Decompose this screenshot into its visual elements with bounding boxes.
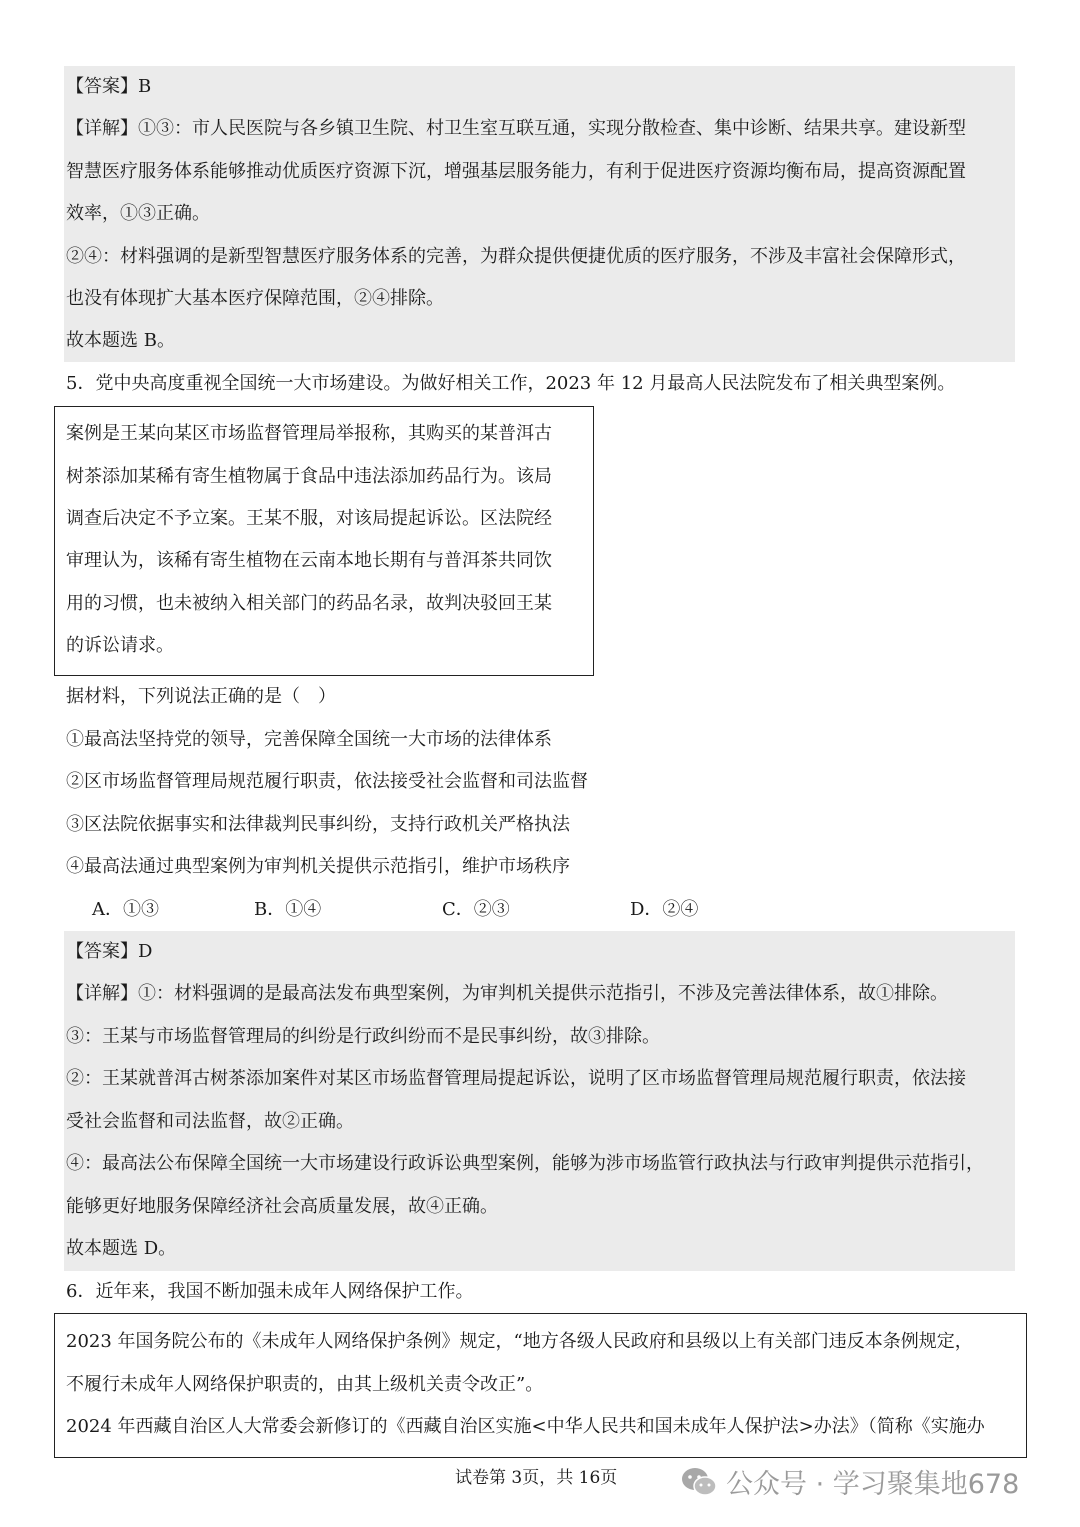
q5-detail-line: 【详解】①：材料强调的是最高法发布典型案例，为审判机关提供示范指引，不涉及完善法律体系，故①排除。 bbox=[66, 983, 948, 1004]
q5-material-line: 案例是王某向某区市场监督管理局举报称，其购买的某普洱古 bbox=[66, 423, 552, 444]
q5-material-line: 的诉讼请求。 bbox=[66, 635, 174, 656]
q5-option-d: D．②④ bbox=[630, 899, 699, 920]
q5-material-line: 树茶添加某稀有寄生植物属于食品中违法添加药品行为。该局 bbox=[66, 466, 552, 487]
watermark-text: 公众号 · 学习聚集地678 bbox=[726, 1469, 1020, 1500]
q5-option-c: C．②③ bbox=[442, 899, 510, 920]
q6-material-line: 不履行未成年人网络保护职责的，由其上级机关责令改正”。 bbox=[66, 1374, 544, 1395]
q5-detail-line: 受社会监督和司法监督，故②正确。 bbox=[66, 1111, 354, 1132]
q5-detail-line: 能够更好地服务保障经济社会高质量发展，故④正确。 bbox=[66, 1196, 498, 1217]
q6-material-line: 2023 年国务院公布的《未成年人网络保护条例》规定，“地方各级人民政府和县级以上有关部门违反本条例规定， bbox=[66, 1331, 973, 1352]
q5-statement: ①最高法坚持党的领导，完善保障全国统一大市场的法律体系 bbox=[66, 729, 552, 750]
q4-answer: 【答案】B bbox=[66, 76, 152, 97]
q5-option-b: B．①④ bbox=[254, 899, 322, 920]
wechat-icon bbox=[680, 1466, 718, 1498]
q4-detail-line: 【详解】①③：市人民医院与各乡镇卫生院、村卫生室互联互通，实现分散检查、集中诊断、结果共享。建设新型 bbox=[66, 118, 966, 139]
q5-detail-line: ②：王某就普洱古树茶添加案件对某区市场监督管理局提起诉讼，说明了区市场监督管理局规范履行职责，依法接 bbox=[66, 1068, 966, 1089]
q4-detail-line: 故本题选 B。 bbox=[66, 330, 175, 351]
q4-detail-line: ②④：材料强调的是新型智慧医疗服务体系的完善，为群众提供便捷优质的医疗服务，不涉及丰富社会保障形式， bbox=[66, 246, 966, 267]
q5-statement: ④最高法通过典型案例为审判机关提供示范指引，维护市场秩序 bbox=[66, 856, 570, 877]
q5-detail-line: ④：最高法公布保障全国统一大市场建设行政诉讼典型案例，能够为涉市场监管行政执法与行政审判提供示范指引， bbox=[66, 1153, 984, 1174]
watermark bbox=[680, 1462, 1019, 1501]
q5-material-line: 审理认为，该稀有寄生植物在云南本地长期有与普洱茶共同饮 bbox=[66, 550, 552, 571]
q5-statement: ②区市场监督管理局规范履行职责，依法接受社会监督和司法监督 bbox=[66, 771, 588, 792]
q5-detail-line: ③：王某与市场监督管理局的纠纷是行政纠纷而不是民事纠纷，故③排除。 bbox=[66, 1026, 660, 1047]
q6-material-line: 2024 年西藏自治区人大常委会新修订的《西藏自治区实施<中华人民共和国未成年人保护法>办法》（简称《实施办 bbox=[66, 1416, 985, 1437]
q4-detail-line: 效率，①③正确。 bbox=[66, 203, 210, 224]
q6-stem: 6．近年来，我国不断加强未成年人网络保护工作。 bbox=[66, 1281, 474, 1302]
q5-stem: 5．党中央高度重视全国统一大市场建设。为做好相关工作，2023 年 12 月最高人民法院发布了相关典型案例。 bbox=[66, 373, 956, 394]
q5-material-line: 调查后决定不予立案。王某不服，对该局提起诉讼。区法院经 bbox=[66, 508, 552, 529]
q5-detail-line: 故本题选 D。 bbox=[66, 1238, 177, 1259]
page-footer: 试卷第 3页，共 16页 bbox=[455, 1468, 618, 1488]
q5-material-line: 用的习惯，也未被纳入相关部门的药品名录，故判决驳回王某 bbox=[66, 593, 552, 614]
q4-detail-line: 智慧医疗服务体系能够推动优质医疗资源下沉，增强基层服务能力，有利于促进医疗资源均衡布局，提高资源配置 bbox=[66, 161, 966, 182]
q5-statement: ③区法院依据事实和法律裁判民事纠纷，支持行政机关严格执法 bbox=[66, 814, 570, 835]
q5-answer: 【答案】D bbox=[66, 941, 153, 962]
q4-detail-line: 也没有体现扩大基本医疗保障范围，②④排除。 bbox=[66, 288, 444, 309]
q5-question: 据材料，下列说法正确的是（ ） bbox=[66, 686, 336, 707]
q5-option-a: A．①③ bbox=[92, 899, 159, 920]
